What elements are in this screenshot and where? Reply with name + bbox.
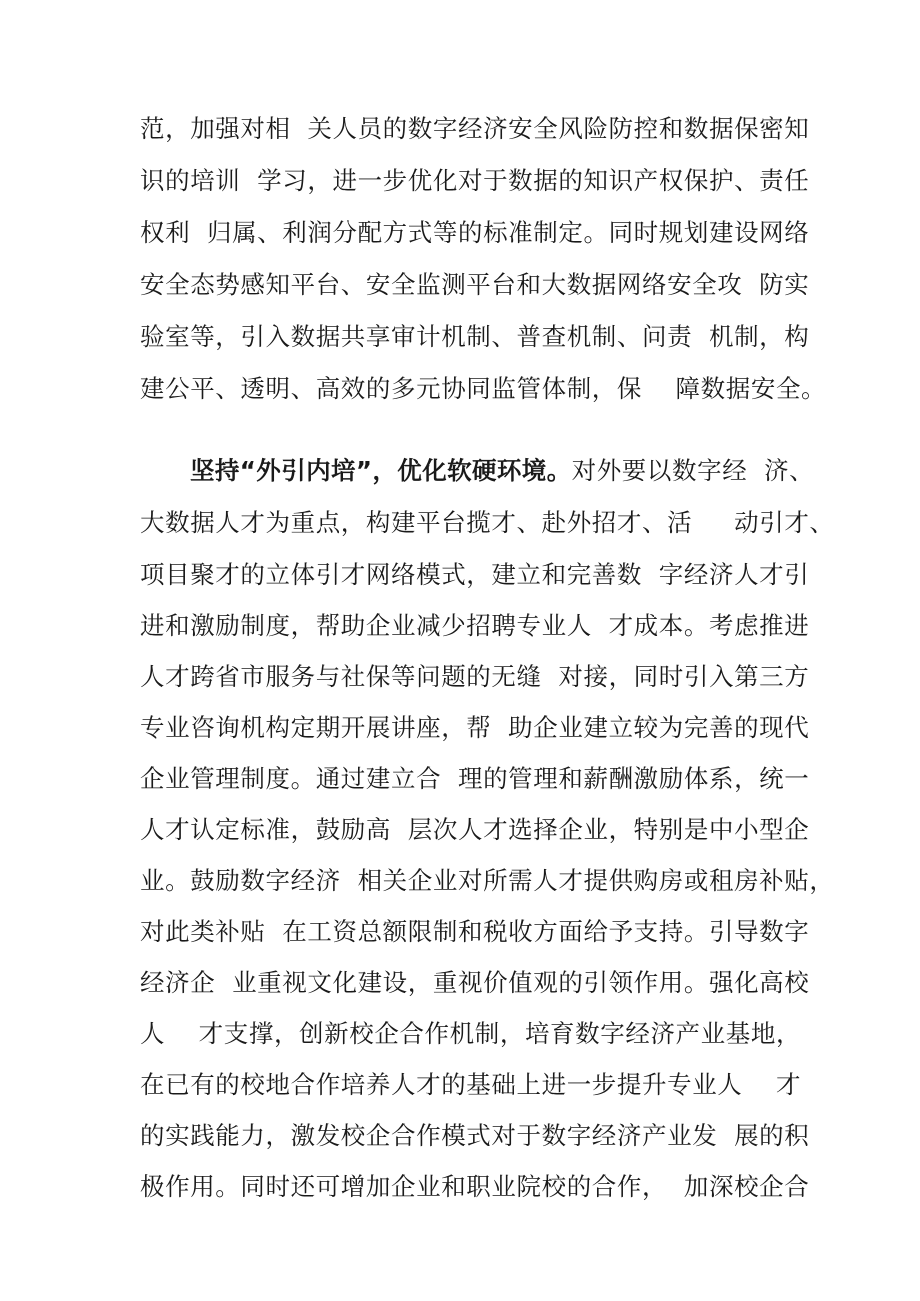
text-line: 大数据人才为重点，构建平台揽才、赴外招才、活 动引才、 [140, 508, 835, 537]
text-line: 专业咨询机构定期开展讲座，帮 助企业建立较为完善的现代 [140, 713, 810, 742]
text-line: 人 才支撑，创新校企合作机制，培育数字经济产业基地， [140, 1019, 802, 1048]
text-line: 范，加强对相 关人员的数字经济安全风险防控和数据保密知 [140, 114, 810, 143]
text-line: 进和激励制度，帮助企业减少招聘专业人 才成本。考虑推进 [140, 611, 810, 640]
text-line: 经济企 业重视文化建设，重视价值观的引领作用。强化高校 [140, 968, 810, 997]
text-line: 建公平、透明、高效的多元协同监管体制，保 障数据安全。 [140, 374, 827, 403]
text-line-first [190, 456, 814, 486]
text-line: 的实践能力，激发校企合作模式对于数字经济产业发 展的积 [140, 1121, 810, 1150]
text-line: 安全态势感知平台、安全监测平台和大数据网络安全攻 防实 [140, 270, 810, 299]
text-line: 验室等，引入数据共享审计机制、普查机制、问责 机制，构 [140, 322, 810, 351]
text-line: 识的培训 学习，进一步优化对于数据的知识产权保护、责任 [140, 166, 810, 195]
text-line: 企业管理制度。通过建立合 理的管理和薪酬激励体系，统一 [140, 764, 810, 793]
text-line: 项目聚才的立体引才网络模式，建立和完善数 字经济人才引 [140, 560, 810, 589]
text-line: 极作用。同时还可增加企业和职业院校的合作， 加深校企合 [140, 1172, 810, 1201]
text-line: 人才跨省市服务与社保等问题的无缝 对接，同时引入第三方 [140, 662, 810, 691]
heading-continuation: 对外要以数字经 济、 [571, 456, 815, 485]
text-line: 人才认定标准，鼓励高 层次人才选择企业，特别是中小型企 [140, 815, 810, 844]
paragraph-heading: 坚持“外引内培”，优化软硬环境。 [190, 456, 572, 485]
text-line: 业。鼓励数字经济 相关企业对所需人才提供购房或租房补贴， [140, 866, 835, 895]
text-line: 权利 归属、利润分配方式等的标准制定。同时规划建设网络 [140, 218, 810, 247]
text-line: 在已有的校地合作培养人才的基础上进一步提升专业人 才 [140, 1070, 802, 1099]
text-line: 对此类补贴 在工资总额限制和税收方面给予支持。引导数字 [140, 917, 810, 946]
